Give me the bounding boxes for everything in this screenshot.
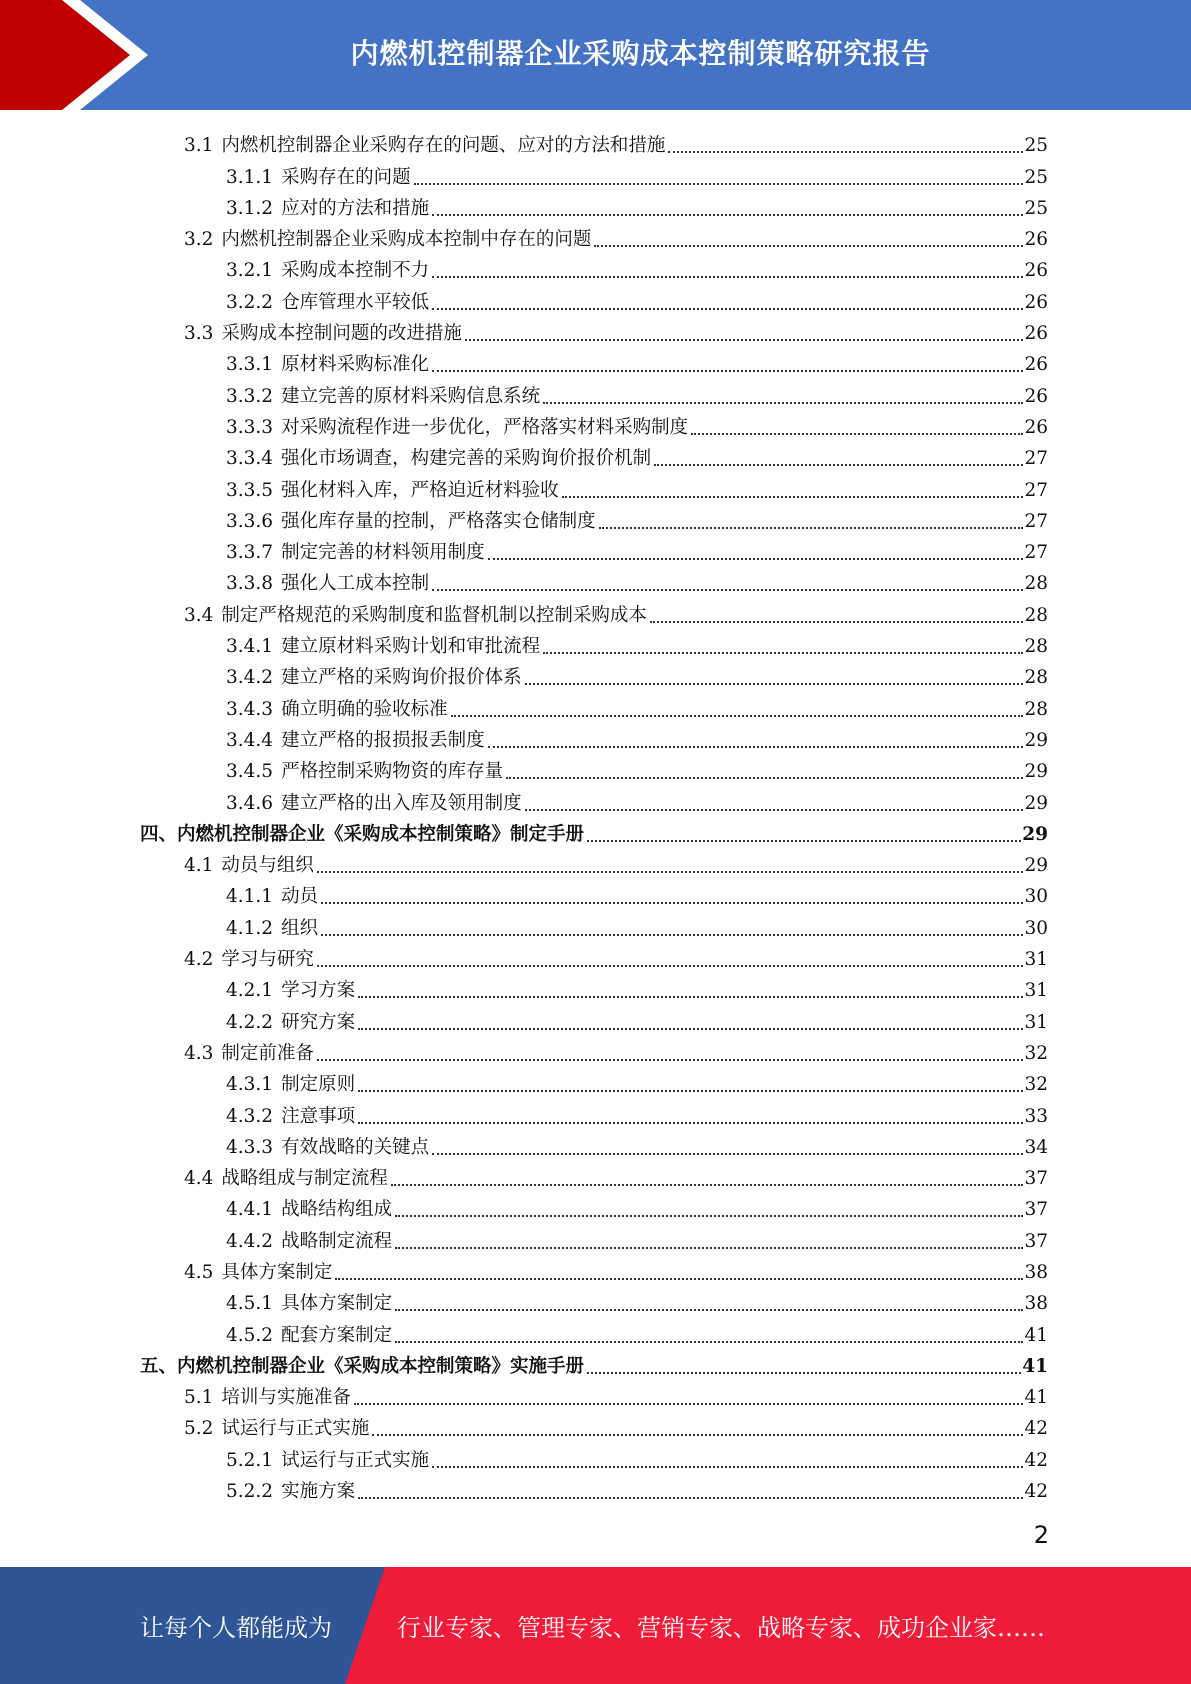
toc-entry-number: 3.4.1 [226,636,274,658]
toc-entry-title: 强化材料入库，严格迫近材料验收 [281,479,559,501]
toc-entry-number: 3.3.8 [226,573,274,595]
toc-entry[interactable] [140,1097,1048,1128]
toc-entry-title: 确立明确的验收标准 [281,698,448,720]
toc-dot-leader [432,1466,1023,1468]
toc-entry[interactable] [140,878,1048,909]
toc-entry-number: 3.3.3 [226,416,274,438]
toc-entry-title: 实施方案 [281,1481,356,1503]
footer-tagline: 行业专家、管理专家、营销专家、战略专家、成功企业家…… [397,1614,1045,1642]
toc-dot-leader [432,276,1023,278]
toc-entry-title: 动员与组织 [221,855,314,877]
toc-entry[interactable] [140,1066,1048,1097]
toc-entry[interactable] [140,1410,1048,1441]
toc-entry[interactable] [140,252,1048,283]
toc-entry-number: 3.3.4 [226,448,274,470]
toc-dot-leader [650,621,1024,623]
toc-entry-number: 5.1 [184,1387,214,1409]
toc-entry-title: 强化人工成本控制 [281,573,430,595]
toc-entry-title: 组织 [281,917,319,939]
toc-entry-title: 建立严格的出入库及领用制度 [281,792,522,814]
toc-dot-leader [654,464,1023,466]
toc-entry-number: 5.2.2 [226,1481,274,1503]
toc-entry-title: 建立严格的采购询价报价体系 [281,667,522,689]
toc-entry-page: 26 [1024,416,1048,438]
toc-entry-page: 42 [1024,1481,1048,1503]
toc-entry-number: 3.3.5 [226,479,274,501]
toc-entry-number: 4.2 [184,949,214,971]
toc-entry[interactable] [140,784,1048,815]
toc-entry-page: 32 [1024,1074,1048,1096]
toc-dot-leader [395,1215,1023,1217]
toc-dot-leader [543,402,1023,404]
toc-dot-leader [317,1059,1024,1061]
toc-entry-title: 培训与实施准备 [221,1387,351,1409]
toc-entry[interactable] [140,909,1048,940]
toc-entry-page: 27 [1024,510,1048,532]
toc-entry-title: 原材料采购标准化 [281,354,430,376]
toc-dot-leader [395,1309,1023,1311]
toc-entry-title: 战略结构组成 [281,1199,393,1221]
toc-entry-number: 3.3.2 [226,385,274,407]
toc-entry-title: 试运行与正式实施 [281,1449,430,1471]
toc-entry-page: 33 [1024,1105,1048,1127]
toc-entry[interactable] [140,1003,1048,1034]
toc-entry[interactable] [140,753,1048,784]
toc-dot-leader [451,715,1024,717]
toc-entry-page: 32 [1024,1042,1048,1064]
toc-entry-page: 34 [1024,1136,1048,1158]
toc-entry-number: 3.4.4 [226,729,274,751]
toc-entry-title: 研究方案 [281,1011,356,1033]
toc-dot-leader [525,683,1024,685]
toc-entry[interactable] [140,1316,1048,1347]
toc-entry-page: 29 [1024,855,1048,877]
toc-entry-page: 27 [1024,479,1048,501]
toc-entry[interactable] [140,1285,1048,1316]
toc-dot-leader [432,589,1023,591]
toc-entry[interactable] [140,440,1048,471]
toc-entry[interactable] [140,816,1048,847]
toc-dot-leader [358,996,1023,998]
toc-entry[interactable] [140,941,1048,972]
toc-entry-number: 4.3.3 [226,1136,274,1158]
toc-dot-leader [506,777,1023,779]
toc-dot-leader [317,871,1024,873]
toc-entry-page: 25 [1024,166,1048,188]
toc-entry-number: 4.5.2 [226,1324,274,1346]
toc-entry[interactable] [140,565,1048,596]
page-header [0,0,1191,110]
toc-entry-title: 制定前准备 [221,1042,314,1064]
toc-entry[interactable] [140,346,1048,377]
toc-entry-title: 具体方案制定 [221,1261,333,1283]
toc-dot-leader [358,1090,1023,1092]
toc-entry-title: 对采购流程作进一步优化，严格落实材料采购制度 [281,416,689,438]
toc-entry-page: 26 [1024,260,1048,282]
page-footer [0,1567,1191,1684]
toc-entry[interactable] [140,690,1048,721]
toc-entry-title: 强化市场调查，构建完善的采购询价报价机制 [281,448,652,470]
toc-dot-leader [587,1372,1021,1374]
toc-dot-leader [335,1278,1023,1280]
toc-entry-number: 4.3 [184,1042,214,1064]
toc-entry-title: 制定严格规范的采购制度和监督机制以控制采购成本 [221,604,647,626]
toc-entry-title: 试运行与正式实施 [221,1418,370,1440]
toc-entry[interactable] [140,1129,1048,1160]
toc-entry-page: 29 [1022,823,1048,845]
toc-entry-title: 学习与研究 [221,949,314,971]
toc-entry-title: 强化库存量的控制，严格落实仓储制度 [281,510,596,532]
toc-entry[interactable] [140,628,1048,659]
toc-dot-leader [321,902,1023,904]
toc-entry[interactable] [140,972,1048,1003]
toc-dot-leader [599,527,1024,529]
toc-dot-leader [354,1403,1024,1405]
footer-slogan: 让每个人都能成为 [140,1614,332,1642]
toc-entry-title: 制定完善的材料领用制度 [281,542,485,564]
toc-entry[interactable] [140,1160,1048,1191]
toc-entry-page: 27 [1024,542,1048,564]
toc-entry[interactable] [140,1348,1048,1379]
toc-entry-title: 采购成本控制不力 [281,260,430,282]
toc-entry-title: 严格控制采购物资的库存量 [281,761,504,783]
toc-entry-title: 建立原材料采购计划和审批流程 [281,636,541,658]
toc-dot-leader [395,1247,1023,1249]
toc-entry-title: 内燃机控制器企业采购存在的问题、应对的方法和措施 [221,135,666,157]
toc-entry-number: 4.2.1 [226,980,274,1002]
toc-entry[interactable] [140,471,1048,502]
toc-entry[interactable] [140,1473,1048,1504]
toc-entry-title: 注意事项 [281,1105,356,1127]
toc-entry-number: 3.1.1 [226,166,274,188]
toc-entry-page: 26 [1024,323,1048,345]
page-number: 2 [1033,1521,1049,1549]
toc-entry-title: 战略组成与制定流程 [221,1168,388,1190]
toc-entry-page: 38 [1024,1261,1048,1283]
toc-entry-page: 37 [1024,1168,1048,1190]
toc-entry-number: 5.2.1 [226,1449,274,1471]
toc-dot-leader [432,1153,1023,1155]
toc-entry-page: 29 [1024,792,1048,814]
toc-entry-page: 38 [1024,1293,1048,1315]
toc-entry[interactable] [140,1441,1048,1472]
toc-dot-leader [358,1122,1023,1124]
toc-entry-number: 5.2 [184,1418,214,1440]
toc-dot-leader [432,214,1023,216]
toc-entry-page: 28 [1024,667,1048,689]
toc-entry-number: 4.4.1 [226,1199,274,1221]
table-of-contents [140,127,1048,1504]
toc-dot-leader [525,809,1024,811]
toc-entry-number: 4.4.2 [226,1230,274,1252]
toc-entry-page: 41 [1022,1355,1048,1377]
report-title: 内燃机控制器企业采购成本控制策略研究报告 [350,37,931,70]
toc-dot-leader [562,496,1024,498]
toc-entry-page: 29 [1024,729,1048,751]
toc-dot-leader [414,183,1024,185]
toc-entry-title: 建立完善的原材料采购信息系统 [281,385,541,407]
toc-entry-page: 28 [1024,604,1048,626]
toc-entry-number: 4.4 [184,1168,214,1190]
toc-entry-title: 战略制定流程 [281,1230,393,1252]
toc-entry-title: 四、内燃机控制器企业《采购成本控制策略》制定手册 [140,823,585,845]
toc-entry-page: 41 [1024,1324,1048,1346]
toc-entry-page: 37 [1024,1199,1048,1221]
toc-entry[interactable] [140,127,1048,158]
toc-entry-title: 建立严格的报损报丢制度 [281,729,485,751]
toc-entry[interactable] [140,1222,1048,1253]
toc-dot-leader [488,558,1024,560]
toc-dot-leader [321,934,1023,936]
toc-entry-title: 配套方案制定 [281,1324,393,1346]
toc-entry[interactable] [140,1379,1048,1410]
toc-entry-page: 30 [1024,886,1048,908]
toc-entry-number: 4.1.2 [226,917,274,939]
toc-entry-page: 27 [1024,448,1048,470]
toc-entry-page: 25 [1024,197,1048,219]
toc-entry-title: 仓库管理水平较低 [281,291,430,313]
toc-entry-page: 26 [1024,229,1048,251]
toc-entry[interactable] [140,722,1048,753]
toc-entry-page: 31 [1024,949,1048,971]
toc-entry-title: 采购存在的问题 [281,166,411,188]
toc-entry-title: 应对的方法和措施 [281,197,430,219]
toc-dot-leader [465,339,1024,341]
toc-entry-number: 3.3.1 [226,354,274,376]
toc-entry-number: 3.4.3 [226,698,274,720]
toc-entry-number: 3.3.6 [226,510,274,532]
toc-entry-number: 3.1.2 [226,197,274,219]
toc-entry-number: 3.4.2 [226,667,274,689]
toc-entry[interactable] [140,315,1048,346]
toc-entry-page: 26 [1024,291,1048,313]
toc-entry[interactable] [140,221,1048,252]
toc-dot-leader [668,151,1023,153]
toc-entry-page: 37 [1024,1230,1048,1252]
toc-dot-leader [691,433,1023,435]
toc-entry-title: 内燃机控制器企业采购成本控制中存在的问题 [221,229,592,251]
toc-entry-number: 4.1 [184,855,214,877]
toc-entry[interactable] [140,1191,1048,1222]
toc-entry-number: 3.4.5 [226,761,274,783]
toc-dot-leader [372,1434,1023,1436]
toc-entry-number: 3.1 [184,135,214,157]
toc-entry-number: 3.4.6 [226,792,274,814]
toc-entry-page: 28 [1024,636,1048,658]
toc-dot-leader [587,840,1021,842]
toc-dot-leader [432,370,1023,372]
toc-entry-number: 4.5.1 [226,1293,274,1315]
toc-entry[interactable] [140,377,1048,408]
toc-entry-page: 26 [1024,385,1048,407]
toc-entry[interactable] [140,190,1048,221]
toc-entry-page: 29 [1024,761,1048,783]
toc-dot-leader [358,1028,1023,1030]
toc-entry[interactable] [140,1254,1048,1285]
toc-dot-leader [432,308,1023,310]
toc-entry-title: 具体方案制定 [281,1293,393,1315]
toc-entry[interactable] [140,283,1048,314]
toc-entry-title: 有效战略的关键点 [281,1136,430,1158]
toc-entry[interactable] [140,1035,1048,1066]
toc-entry[interactable] [140,409,1048,440]
toc-entry-page: 26 [1024,354,1048,376]
toc-dot-leader [395,1341,1023,1343]
toc-entry-page: 41 [1024,1387,1048,1409]
toc-entry-page: 25 [1024,135,1048,157]
toc-entry-page: 42 [1024,1418,1048,1440]
toc-entry[interactable] [140,158,1048,189]
toc-entry[interactable] [140,659,1048,690]
toc-entry-title: 学习方案 [281,980,356,1002]
toc-dot-leader [358,1497,1023,1499]
toc-entry-page: 31 [1024,980,1048,1002]
toc-entry-number: 3.2 [184,229,214,251]
toc-entry-number: 4.3.2 [226,1105,274,1127]
toc-entry-title: 五、内燃机控制器企业《采购成本控制策略》实施手册 [140,1355,585,1377]
toc-dot-leader [317,965,1024,967]
toc-entry-number: 3.3 [184,323,214,345]
toc-dot-leader [391,1184,1024,1186]
toc-entry[interactable] [140,534,1048,565]
toc-dot-leader [543,652,1023,654]
toc-entry-number: 4.1.1 [226,886,274,908]
toc-entry-number: 3.3.7 [226,542,274,564]
toc-entry-number: 4.3.1 [226,1074,274,1096]
toc-entry-title: 动员 [281,886,319,908]
toc-entry-number: 3.2.2 [226,291,274,313]
toc-entry-page: 42 [1024,1449,1048,1471]
toc-entry-title: 制定原则 [281,1074,356,1096]
toc-entry[interactable] [140,596,1048,627]
toc-entry-number: 4.5 [184,1261,214,1283]
toc-entry-page: 28 [1024,698,1048,720]
toc-entry-number: 3.4 [184,604,214,626]
toc-dot-leader [594,245,1023,247]
toc-entry-page: 28 [1024,573,1048,595]
toc-entry-page: 30 [1024,917,1048,939]
toc-entry-number: 3.2.1 [226,260,274,282]
toc-dot-leader [488,746,1024,748]
toc-entry-page: 31 [1024,1011,1048,1033]
toc-entry[interactable] [140,503,1048,534]
toc-entry[interactable] [140,847,1048,878]
toc-entry-number: 4.2.2 [226,1011,274,1033]
toc-entry-title: 采购成本控制问题的改进措施 [221,323,462,345]
